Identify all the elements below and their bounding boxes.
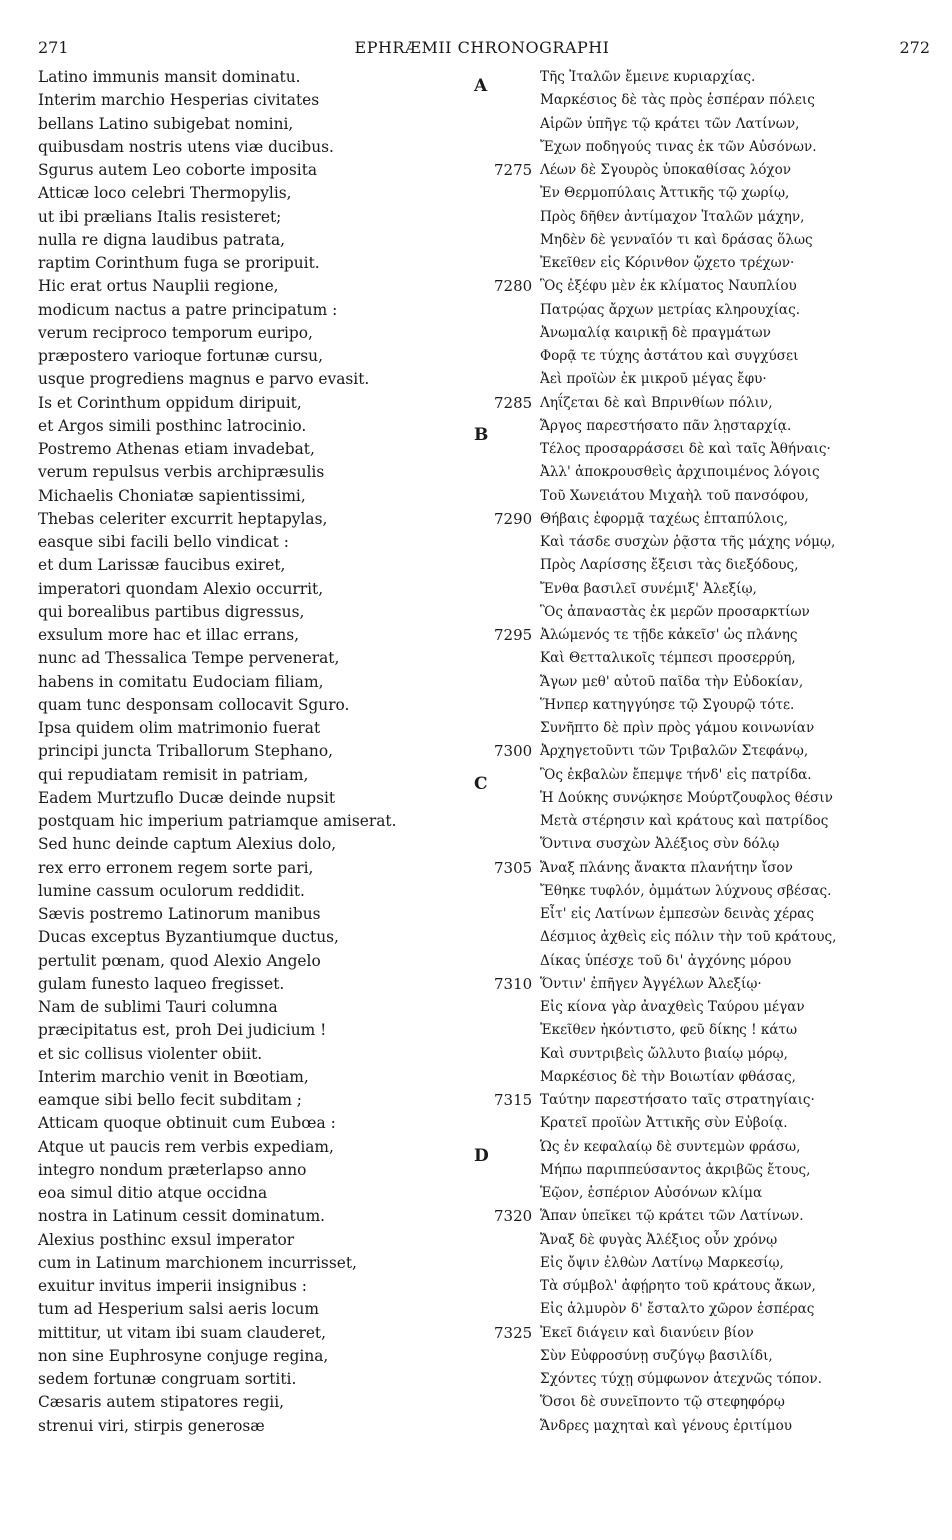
- latin-line: exsulum more hac et illac errans,: [38, 626, 300, 644]
- greek-line: [470, 647, 940, 670]
- latin-line: nostra in Latinum cessit dominatum.: [38, 1207, 326, 1226]
- greek-verse-text: Ληΐζεται δὲ καὶ Βπρινθίων πόλιν,: [540, 394, 773, 411]
- verse-line-number: 7315: [494, 1091, 533, 1109]
- greek-verse-text: Ἡ Δούκης συνῴκησε Μούρτζουφλος θέσιν: [540, 789, 833, 806]
- greek-verse-text: Ὅντινα συσχὼν Ἀλέξιος σὺν δόλῳ: [540, 836, 780, 853]
- greek-line: [470, 787, 940, 810]
- greek-line: [470, 1019, 940, 1042]
- latin-line: qui repudiatam remisit in patriam,: [38, 765, 309, 784]
- latin-line: non sine Euphrosyne conjuge regina,: [38, 1346, 329, 1365]
- greek-verse-text: Ἄγων μεθ' αὐτοῦ παῖδα τὴν Εὐδοκίαν,: [540, 673, 804, 690]
- greek-verse-text: Λέων δὲ Σγουρὸς ὑποκαθίσας λόχον: [540, 162, 792, 178]
- latin-line: gulam funesto laqueo fregisset.: [38, 974, 285, 993]
- latin-line: quibusdam nostris utens viæ ducibus.: [38, 137, 334, 156]
- verse-line-number: 7275: [494, 161, 533, 179]
- greek-line: [470, 1415, 940, 1438]
- latin-line: Latino immunis mansit dominatu.: [38, 68, 301, 86]
- latin-line: strenui viri, stirpis generosæ: [38, 1416, 265, 1435]
- latin-line: et sic collisus violenter obiit.: [38, 1044, 263, 1063]
- greek-verse-text: Καὶ συντριβεὶς ὤλλυτο βιαίῳ μόρῳ,: [540, 1045, 788, 1062]
- greek-line: [470, 461, 940, 484]
- latin-line: rex erro erronem regem sorte pari,: [38, 858, 314, 877]
- verse-line-number: 7320: [494, 1207, 533, 1226]
- latin-line: integro nondum præterlapso anno: [38, 1160, 307, 1179]
- greek-verse-text: Ἐκεῖθεν ἠκόντιστο, φεῦ δίκης ! κάτω: [540, 1022, 798, 1039]
- greek-verse-text: Κρατεῖ προϊὼν Ἀττικῆς σὺν Εὐβοίᾳ.: [540, 1115, 788, 1132]
- latin-line: Ipsa quidem olim matrimonio fuerat: [38, 719, 321, 737]
- greek-line: [470, 392, 940, 415]
- latin-line: Nam de sublimi Tauri columna: [38, 998, 278, 1016]
- greek-verse-text: Ἐκεῖ διάγειν καὶ διανύειν βίον: [540, 1324, 754, 1341]
- greek-line: [470, 438, 940, 461]
- latin-line: præcipitatus est, proh Dei judicium !: [38, 1021, 327, 1040]
- latin-line: nunc ad Thessalica Tempe pervenerat,: [38, 649, 340, 668]
- greek-verse-text: Ἥνπερ κατηγγύησε τῷ Σγουρῷ τότε.: [540, 696, 795, 713]
- greek-verse-text: Ἀλλ' ἀποκρουσθεὶς ἀρχιποιμένος λόγοις: [540, 464, 820, 481]
- greek-line: [470, 810, 940, 833]
- greek-line: [470, 531, 940, 554]
- greek-verse-text: Τὰ σύμβολ' ἀφῄρητο τοῦ κράτους ἄκων,: [540, 1278, 816, 1294]
- greek-line: [470, 1252, 940, 1275]
- greek-verse-text: Συνῆπτο δὲ πρὶν πρὸς γάμου κοινωνίαν: [540, 720, 815, 736]
- greek-verse-text: Ἄργος παρεστήσατο πᾶν λῃσταρχίᾳ.: [540, 417, 792, 434]
- latin-line: tum ad Hesperium salsi aeris locum: [38, 1300, 319, 1319]
- greek-line: [470, 66, 940, 89]
- latin-line: Hic erat ortus Nauplii regione,: [38, 277, 279, 296]
- greek-line: [470, 578, 940, 601]
- latin-line: modicum nactus a patre principatum :: [38, 300, 338, 319]
- latin-line: bellans Latino subigebat nomini,: [38, 114, 294, 133]
- latin-line: Atque ut paucis rem verbis expediam,: [38, 1137, 334, 1156]
- greek-verse-text: Εἰς ὄψιν ἐλθὼν Λατίνῳ Μαρκεσίῳ,: [540, 1254, 784, 1271]
- greek-verse-text: Ἀλώμενός τε τῇδε κἀκεῖσ' ὡς πλάνης: [540, 627, 798, 643]
- greek-verse-text: Εἰς κίονα γὰρ ἀναχθεὶς Ταύρου μέγαν: [540, 999, 805, 1015]
- greek-verse-text: Ἀεὶ προϊὼν ἐκ μικροῦ μέγας ἔφυ·: [540, 371, 767, 388]
- verse-line-number: 7300: [494, 742, 533, 761]
- latin-line: principi juncta Triballorum Stephano,: [38, 742, 334, 761]
- latin-line: verum reciproco temporum euripo,: [38, 323, 313, 342]
- greek-verse-text: Φορᾷ τε τύχης ἀστάτου καὶ συγχύσει: [540, 348, 799, 364]
- greek-verse-text: Ἑῷον, ἑσπέριον Αὐσόνων κλίμα: [540, 1185, 763, 1201]
- greek-line: [470, 973, 940, 996]
- latin-text-column: [38, 66, 458, 1438]
- verse-line-number: 7310: [494, 974, 533, 993]
- section-marker: C: [474, 773, 488, 794]
- greek-line: [470, 554, 940, 577]
- latin-line: nulla re digna laudibus patrata,: [38, 230, 286, 249]
- latin-line: Atticam quoque obtinuit cum Eubœa :: [38, 1114, 336, 1133]
- greek-line: [470, 508, 940, 531]
- section-marker: A: [474, 76, 488, 96]
- greek-verse-text: Τοῦ Χωνειάτου Μιχαὴλ τοῦ πανσόφου,: [540, 487, 809, 504]
- greek-verse-text: Καὶ τάσδε συσχὼν ῥᾷστα τῆς μάχης νόμῳ,: [540, 534, 836, 550]
- latin-line: Interim marchio Hesperias civitates: [38, 91, 320, 110]
- greek-text-column: [470, 66, 940, 1438]
- latin-line: quam tunc desponsam collocavit Sguro.: [38, 695, 350, 714]
- latin-line: Alexius posthinc exsul imperator: [38, 1230, 295, 1249]
- section-marker: B: [474, 424, 489, 445]
- latin-line: Atticæ loco celebri Thermopylis,: [38, 184, 292, 203]
- page-number-left: 271: [38, 38, 69, 57]
- greek-verse-text: Μετὰ στέρησιν καὶ κράτους καὶ πατρίδος: [540, 813, 829, 829]
- greek-verse-text: Ὃς ἐξέφυ μὲν ἐκ κλίματος Ναυπλίου: [540, 278, 797, 295]
- greek-verse-text: Ταύτην παρεστήσατο ταῖς στρατηγίαις·: [540, 1092, 815, 1108]
- latin-line: mittitur, ut vitam ibi suam clauderet,: [38, 1323, 327, 1342]
- latin-line: imperatori quondam Alexio occurrit,: [38, 579, 324, 598]
- greek-line: [470, 880, 940, 903]
- greek-line: [470, 206, 940, 229]
- greek-line: [470, 601, 940, 624]
- greek-verse-text: Πρὸς Λαρίσσης ἔξεισι τὰς διεξόδους,: [540, 557, 799, 574]
- verse-line-number: 7290: [494, 509, 533, 528]
- latin-line: Is et Corinthum oppidum diripuit,: [38, 393, 302, 412]
- greek-line: [470, 671, 940, 694]
- latin-line: Sævis postremo Latinorum manibus: [38, 905, 321, 923]
- greek-line: [470, 1089, 940, 1112]
- greek-verse-text: Σὺν Εὐφροσύνῃ συζύγῳ βασιλίδι,: [540, 1347, 773, 1364]
- greek-verse-text: Μηδὲν δὲ γενναῖόν τι καὶ δράσας ὅλως: [540, 231, 813, 248]
- greek-verse-text: Ἐν Θερμοπύλαις Ἀττικῆς τῷ χωρίῳ,: [540, 185, 790, 202]
- greek-verse-text: Μαρκέσιος δὲ τὴν Βοιωτίαν φθάσας,: [540, 1068, 796, 1085]
- greek-verse-text: Εἰς ἁλμυρὸν δ' ἔσταλτο χῶρον ἑσπέρας: [540, 1301, 815, 1318]
- greek-line: [470, 299, 940, 322]
- greek-line: [470, 229, 940, 252]
- verse-line-number: 7285: [494, 393, 533, 412]
- greek-line: [470, 717, 940, 740]
- greek-verse-text: Ὅντιν' ἐπῆγεν Ἀγγέλων Ἀλεξίῳ·: [540, 975, 762, 992]
- verse-line-number: 7325: [494, 1323, 533, 1342]
- greek-line: [470, 113, 940, 136]
- greek-verse-text: Σχόντες τύχῃ σύμφωνον ἀτεχνῶς τόπον.: [540, 1371, 822, 1387]
- latin-line: Interim marchio venit in Bœotiam,: [38, 1067, 309, 1086]
- greek-verse-text: Θήβαις ἐφορμᾷ ταχέως ἑπταπύλοις,: [540, 510, 789, 527]
- greek-line: [470, 89, 940, 112]
- latin-line: raptim Corinthum fuga se proripuit.: [38, 254, 320, 272]
- latin-line: Sed hunc deinde captum Alexius dolo,: [38, 835, 337, 854]
- greek-line: [470, 1205, 940, 1228]
- latin-line: postquam hic imperium patriamque amiserat.: [38, 812, 397, 830]
- greek-verse-text: Ἀρχηγετοῦντι τῶν Τριβαλῶν Στεφάνῳ,: [540, 743, 809, 760]
- greek-line: [470, 1229, 940, 1252]
- latin-line: pertulit pœnam, quod Alexio Angelo: [38, 951, 321, 970]
- latin-line: cum in Latinum marchionem incurrisset,: [38, 1253, 357, 1272]
- latin-line: Michaelis Choniatæ sapientissimi,: [38, 486, 306, 505]
- greek-verse-text: Δέσμιος ἀχθεὶς εἰς πόλιν τὴν τοῦ κράτους,: [540, 929, 837, 946]
- greek-line: [470, 1322, 940, 1345]
- latin-line: sedem fortunæ congruam sortiti.: [38, 1370, 297, 1388]
- greek-verse-text: Τέλος προσαρράσσει δὲ καὶ ταῖς Ἀθήναις·: [540, 441, 831, 457]
- latin-line: lumine cassum oculorum reddidit.: [38, 881, 305, 900]
- greek-line: [470, 1368, 940, 1391]
- latin-line: Postremo Athenas etiam invadebat,: [38, 440, 315, 458]
- greek-line: [470, 1066, 940, 1089]
- greek-line: [470, 926, 940, 949]
- greek-verse-text: Ἀνωμαλίᾳ καιρικῇ δὲ πραγμάτων: [540, 324, 771, 341]
- verse-line-number: 7295: [494, 626, 533, 644]
- greek-line: [470, 136, 940, 159]
- greek-verse-text: Ὃς ἀπαναστὰς ἐκ μερῶν προσαρκτίων: [540, 603, 810, 620]
- greek-line: [470, 764, 940, 787]
- greek-line: [470, 345, 940, 368]
- greek-verse-text: Ὅσοι δὲ συνεῖποντο τῷ στεφηφόρῳ: [540, 1394, 785, 1411]
- greek-verse-text: Ἐκεῖθεν εἰς Κόρινθον ᾤχετο τρέχων·: [540, 255, 795, 271]
- greek-line: [470, 1043, 940, 1066]
- latin-line: easque sibi facili bello vindicat :: [38, 533, 289, 551]
- greek-line: [470, 1275, 940, 1298]
- greek-line: [470, 1159, 940, 1182]
- greek-verse-text: Ἔνθα βασιλεῖ συνέμιξ' Ἀλεξίῳ,: [540, 580, 757, 597]
- greek-verse-text: Πατρῴας ἄρχων μετρίας κληρουχίας.: [540, 301, 801, 318]
- greek-verse-text: Τῆς Ἰταλῶν ἔμεινε κυριαρχίας.: [540, 69, 756, 85]
- latin-line: præpostero varioque fortunæ cursu,: [38, 347, 323, 365]
- greek-line: [470, 368, 940, 391]
- greek-verse-text: Ἔθηκε τυφλόν, ὀμμάτων λύχνους σβέσας.: [540, 882, 832, 899]
- greek-line: [470, 275, 940, 298]
- greek-line: [470, 252, 940, 275]
- verse-line-number: 7305: [494, 858, 533, 877]
- running-title: EPHRÆMII CHRONOGRAPHI: [354, 38, 610, 57]
- greek-line: [470, 1391, 940, 1414]
- greek-line: [470, 1298, 940, 1321]
- latin-line: usque progrediens magnus e parvo evasit.: [38, 370, 370, 389]
- greek-verse-text: Δίκας ὑπέσχε τοῦ δι' ἀγχόνης μόρου: [540, 952, 792, 969]
- greek-line: [470, 903, 940, 926]
- latin-line: et Argos simili posthinc latrocinio.: [38, 416, 307, 435]
- greek-line: [470, 624, 940, 647]
- greek-line: [470, 740, 940, 763]
- latin-line: qui borealibus partibus digressus,: [38, 602, 305, 621]
- latin-line: verum repulsus verbis archipræsulis: [38, 463, 325, 482]
- latin-line: Eadem Murtzuflo Ducæ deinde nupsit: [38, 788, 336, 807]
- greek-line: [470, 1112, 940, 1135]
- greek-verse-text: Ὃς ἐκβαλὼν ἔπεμψε τήνδ' εἰς πατρίδα.: [540, 766, 812, 783]
- greek-verse-text: Μήπω παριππεύσαντος ἀκριβῶς ἔτους,: [540, 1161, 811, 1178]
- greek-line: [470, 857, 940, 880]
- greek-line: [470, 1136, 940, 1159]
- greek-verse-text: Εἶτ' εἰς Λατίνων ἐμπεσὼν δεινὰς χέρας: [540, 906, 814, 922]
- greek-verse-text: Ἅπαν ὑπεῖκει τῷ κράτει τῶν Λατίνων.: [540, 1208, 804, 1225]
- greek-line: [470, 950, 940, 973]
- greek-line: [470, 415, 940, 438]
- latin-line: et dum Larissæ faucibus exiret,: [38, 556, 286, 575]
- greek-line: [470, 996, 940, 1019]
- greek-line: [470, 1345, 940, 1368]
- latin-line: eamque sibi bello fecit subditam ;: [38, 1091, 302, 1109]
- greek-line: [470, 1182, 940, 1205]
- page-number-right: 272: [899, 38, 930, 57]
- greek-verse-text: Ἄναξ πλάνης ἄνακτα πλανήτην ἴσον: [540, 859, 793, 876]
- greek-line: [470, 833, 940, 856]
- verse-line-number: 7280: [494, 277, 533, 296]
- latin-line: Thebas celeriter excurrit heptapylas,: [38, 509, 328, 528]
- greek-verse-text: Μαρκέσιος δὲ τὰς πρὸς ἑσπέραν πόλεις: [540, 92, 815, 109]
- greek-line: [470, 322, 940, 345]
- latin-line: Cæsaris autem stipatores regii,: [38, 1393, 285, 1412]
- page-header: [34, 38, 930, 62]
- latin-line: habens in comitatu Eudociam filiam,: [38, 672, 324, 691]
- greek-verse-text: Ἄνδρες μαχηταὶ καὶ γένους ἐριτίμου: [540, 1417, 793, 1434]
- greek-line: [470, 182, 940, 205]
- greek-line: [470, 485, 940, 508]
- greek-verse-text: Ἄναξ δὲ φυγὰς Ἀλέξιος οὖν χρόνῳ: [540, 1231, 778, 1248]
- greek-verse-text: Ἔχων ποδηγούς τινας ἐκ τῶν Αὐσόνων.: [540, 138, 817, 155]
- latin-line: Ducas exceptus Byzantiumque ductus,: [38, 928, 339, 947]
- section-marker: D: [474, 1145, 489, 1166]
- latin-line: Sgurus autem Leo coborte imposita: [38, 161, 318, 179]
- greek-verse-text: Αἱρῶν ὑπῆγε τῷ κράτει τῶν Λατίνων,: [540, 115, 800, 132]
- latin-line: ut ibi prælians Italis resisteret;: [38, 207, 282, 226]
- greek-line: [470, 694, 940, 717]
- greek-verse-text: Καὶ Θετταλικοῖς τέμπεσι προσερρύη,: [540, 650, 796, 667]
- greek-line: [470, 159, 940, 182]
- latin-line: exuitur invitus imperii insignibus :: [38, 1277, 307, 1295]
- greek-verse-text: Πρὸς δῆθεν ἀντίμαχον Ἰταλῶν μάχην,: [540, 208, 805, 225]
- greek-verse-text: Ὡς ἐν κεφαλαίῳ δὲ συντεμὼν φράσω,: [540, 1138, 801, 1155]
- latin-line: eoa simul ditio atque occidna: [38, 1184, 268, 1202]
